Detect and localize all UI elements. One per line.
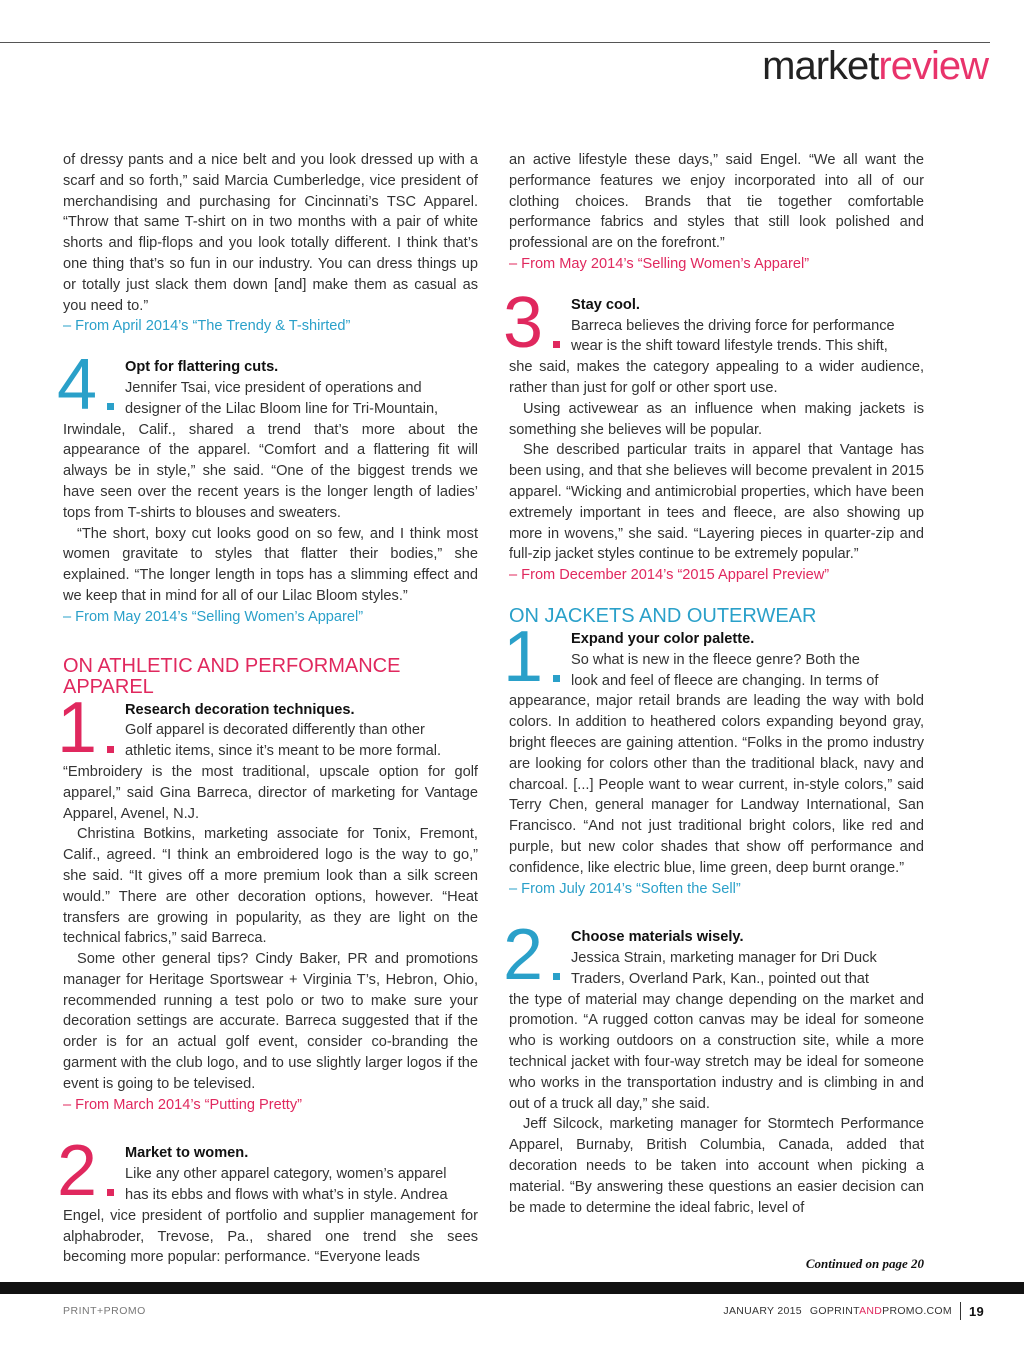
tip-number-dot [553, 973, 560, 980]
tip-number-dot [107, 746, 114, 753]
section-heading-athletic: ON ATHLETIC AND PERFORMANCE APPAREL [63, 654, 401, 698]
tip-body: Irwindale, Calif., shared a trend that’s more about the appearance of the apparel. “Comfort and a flattering fit will always be in style,” she said. “One of the biggest trends we have seen over the recent years is the longer length of ladies’ tops from T-shirts to blouses and sweaters. [63, 421, 478, 521]
left-intro: of dressy pants and a nice belt and you look dressed up with a scarf and so forth,” said Marcia Cumberledge, vice president of merchandising and purchasing for Cincinnati’s TSC Apparel. “Throw that same T-shirt on in two months with a pair of white shorts and flip-flops and you look totally different. I think that’s one thing that’s so fun in our industry. You can dress things up or totally just slack them down [and] make them as casual as you need to.” [63, 152, 478, 314]
website-part-c: PROMO.COM [882, 1305, 952, 1317]
page-number: 19 [968, 1303, 984, 1319]
tip-body: “Embroidery is the most traditional, upscale option for golf apparel,” said Gina Barreca, director of marketing for Vantage Apparel, Avenel, N.J. [63, 763, 478, 822]
right-intro: an active lifestyle these days,” said Engel. “We all want the performance features we enjoy incorporated into all of our clothing choices. Brands that tie together comfortable performance fabrics and styles that still look polished and professional are on the forefront.” [509, 152, 924, 252]
tip-second-line: look and feel of fleece are changing. In terms of [571, 672, 879, 689]
tip-headline: Stay cool. [571, 296, 640, 313]
tip-headline: Choose materials wisely. [571, 929, 744, 946]
tip-paragraph: She described particular traits in apparel that Vantage has been using, and that she believes will become prevalent in 2015 apparel. “Wicking and antimicrobial properties, which have been extremely important in tees and fleece, are also showing up more in wovens,” she said. “Layering pieces in quarter-zip and full-zip jacket styles continue to be extremely popular.” [509, 442, 924, 563]
tip-number-dot [553, 675, 560, 682]
tip-3 [503, 282, 924, 586]
masthead-part1: market [762, 44, 879, 88]
tip-body: appearance, major retail brands are leading the way with bold colors. In addition to heathered colors expanding beyond gray, bright fleeces are gaining attention. “Folks in the promo industry are looking for colors other than the traditional black, navy and charcoal. [...] People want to wear current, in-style colors,” said Terry Chen, general manager for Landway International, San Francisco. “And not just traditional bright colors, like red and purple, but new color shades that show off performance and confidence, like electric blue, lime green, deep burnt orange.” [509, 693, 924, 876]
tip-first-line: Like any other apparel category, women’s apparel [125, 1166, 447, 1183]
tip-paragraph: Some other general tips? Cindy Baker, PR and promotions manager for Heritage Sportswear + Virginia T’s, Hebron, Ohio, recommended running a test polo or two to make sure your decoration settings are accurate. Barreca suggested that if the order is for an actual golf event, consider co-branding the garment with the club logo, and to use slightly larger logos if the event is going to be televised. [63, 951, 478, 1092]
tip-headline: Research decoration techniques. [125, 701, 355, 718]
tip-first-line: Barreca believes the driving force for performance [571, 317, 895, 334]
footer-divider [960, 1302, 961, 1320]
tip-number-dot [107, 403, 114, 410]
section-masthead [762, 42, 988, 90]
tip-2-jackets [503, 915, 924, 1218]
tip-number: 2 [503, 915, 544, 996]
tip-body: the type of material may change depending on the market and promotion. “A rugged cotton canvas may be ideal for someone who is working outdoors on a construction site, while a more technical jacket with four-way stretch may be ideal for someone who works in the transportation industry and is climbing in and out of a truck all day,” she said. [509, 991, 924, 1112]
left-column [57, 150, 478, 1268]
tip-number: 1 [503, 616, 544, 697]
tip-second-line: wear is the shift toward lifestyle trends. This shift, [571, 338, 888, 355]
tip-number: 4 [57, 345, 98, 426]
tip-credit: – From May 2014’s “Selling Women’s Apparel” [63, 608, 364, 625]
tip-second-line: designer of the Lilac Bloom line for Tri-Mountain, [125, 400, 439, 417]
website-part-a: GOPRINT [809, 1305, 860, 1317]
publication-name: PRINT+PROMO [63, 1305, 146, 1317]
tip-headline: Market to women. [125, 1145, 249, 1162]
tip-1-athletic [57, 687, 478, 1116]
tip-first-line: So what is new in the fleece genre? Both the [571, 651, 860, 668]
tip-second-line: Traders, Overland Park, Kan., pointed out that [571, 970, 869, 987]
section-heading-jackets: ON JACKETS AND OUTERWEAR [509, 604, 817, 627]
website-link[interactable] [810, 1305, 952, 1317]
tip-headline: Opt for flattering cuts. [125, 359, 279, 376]
masthead-part2: review [878, 44, 988, 88]
tip-credit: – From March 2014’s “Putting Pretty” [63, 1096, 302, 1113]
website-part-b: AND [859, 1305, 883, 1317]
right-column [503, 150, 924, 1218]
continued-on-page-link[interactable]: Continued on page 20 [805, 1256, 924, 1271]
tip-second-line: athletic items, since it’s meant to be more formal. [125, 743, 442, 760]
tip-paragraph: “The short, boxy cut looks good on so few, and I think most women gravitate to styles that flatter their bodies,” she explained. “The longer length in tops has a slimming effect and we keep that in mind for all of our Lilac Bloom styles.” [63, 525, 478, 604]
tip-paragraph: Using activewear as an influence when making jackets is something she believes will be popular. [509, 400, 924, 438]
tip-number: 1 [57, 687, 98, 768]
tip-4 [57, 345, 478, 627]
tip-credit: – From December 2014’s “2015 Apparel Preview” [509, 567, 830, 584]
tip-body: Engel, vice president of portfolio and supplier management for alphabroder, Trevose, Pa., shared one trend she sees becoming more popular: performance. “Everyone leads [63, 1207, 478, 1266]
tip-paragraph: Jeff Silcock, marketing manager for Stormtech Performance Apparel, Burnaby, British Columbia, Canada, added that decoration needs to be taken into account when picking a material. “By answering these questions an easier decision can be made to determine the ideal fabric, level of [509, 1116, 924, 1216]
left-intro-credit: – From April 2014’s “The Trendy & T-shirted” [63, 318, 351, 335]
tip-second-line: has its ebbs and flows with what’s in style. Andrea [125, 1187, 448, 1204]
tip-paragraph: Christina Botkins, marketing associate for Tonix, Fremont, Calif., agreed. “I think an embroidered logo is the way to go,” she said. “It gives off a more premium look than a silk screen would.” There are other decoration options, however. “Heat transfers are growing in popularity, as they are light on the technical fabrics,” said Barreca. [63, 826, 478, 947]
footer-bar [0, 1282, 1024, 1294]
footer-info [723, 1302, 984, 1320]
right-intro-credit: – From May 2014’s “Selling Women’s Apparel” [509, 255, 810, 272]
tip-credit: – From July 2014’s “Soften the Sell” [509, 880, 741, 897]
tip-body: she said, makes the category appealing to a wider audience, rather than just for golf or other sport use. [509, 359, 924, 396]
tip-first-line: Jessica Strain, marketing manager for Dri Duck [571, 950, 877, 967]
issue-date: JANUARY 2015 [723, 1305, 802, 1317]
tip-headline: Expand your color palette. [571, 630, 755, 647]
tip-number-dot [553, 341, 560, 348]
tip-first-line: Jennifer Tsai, vice president of operations and [125, 379, 422, 396]
tip-first-line: Golf apparel is decorated differently than other [125, 722, 425, 739]
tip-1-jackets [503, 616, 924, 899]
tip-2-athletic [57, 1131, 478, 1268]
tip-number: 3 [503, 282, 544, 363]
tip-number-dot [107, 1189, 114, 1196]
tip-number: 2 [57, 1131, 98, 1212]
